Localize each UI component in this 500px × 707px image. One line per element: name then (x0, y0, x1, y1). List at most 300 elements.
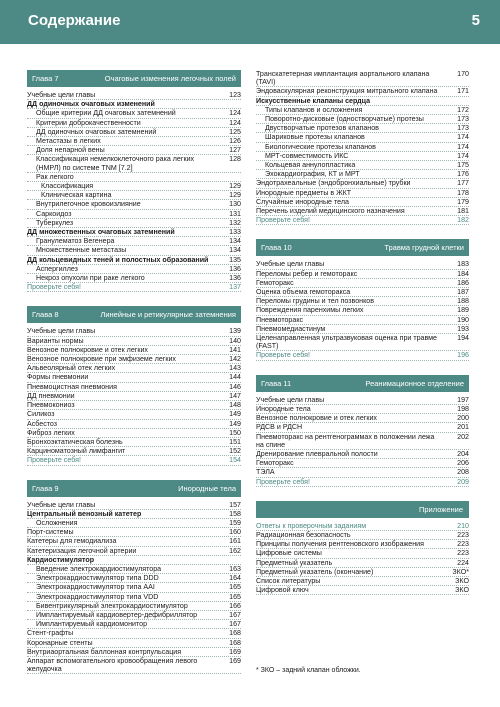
entry-page: 174 (457, 151, 469, 160)
entry-page: 166 (229, 601, 241, 610)
entry-title: ДД одиночных очаговых затемнений (36, 127, 157, 136)
entry-title: Венозное полнокровие при эмфиземе легких (27, 355, 176, 364)
entry-page: 157 (229, 500, 241, 509)
entry-title: Коронарные стенты (27, 638, 93, 647)
entry-title: Катетеры для гемодиализа (27, 537, 117, 546)
toc-section (27, 70, 241, 292)
entry-page: 132 (229, 218, 241, 227)
toc-entry[interactable] (27, 355, 241, 364)
toc-entry[interactable] (27, 346, 241, 355)
entry-title: Переломы грудины и тел позвонков (256, 297, 374, 306)
entry-title: Аспергиллез (36, 264, 78, 273)
toc-entry[interactable] (27, 438, 241, 447)
toc-entry[interactable] (256, 577, 469, 586)
entry-title: Венозное полнокровие и отек легких (256, 414, 377, 423)
entry-title: Транскатетерная имплантация аортального клапана (TAVI) (256, 70, 430, 87)
entry-title: Классификация (41, 182, 94, 191)
entry-page: 210 (457, 521, 469, 530)
entry-title: Клиническая картина (41, 191, 112, 200)
entry-page: 154 (229, 456, 241, 465)
toc-entry[interactable] (27, 583, 241, 592)
entry-title: Эхокардиография, КТ и МРТ (265, 170, 360, 179)
toc-entry[interactable] (27, 611, 241, 620)
entry-title: Типы клапанов и осложнения (265, 105, 363, 114)
review-link[interactable] (256, 216, 469, 225)
entry-title: ДД кольцевидных теней и полостных образований (27, 255, 209, 264)
entry-page: 193 (457, 324, 469, 333)
entry-page: 177 (457, 179, 469, 188)
toc-entry[interactable] (256, 189, 469, 198)
entry-title: Венозное полнокровие и отек легких (27, 345, 148, 354)
chapter-header[interactable] (27, 306, 241, 323)
toc-entry[interactable] (27, 565, 241, 574)
entry-page: 189 (457, 306, 469, 315)
entry-title: Искусственные клапаны сердца (256, 96, 371, 105)
entry-page: 147 (229, 391, 241, 400)
entry-page: 167 (229, 620, 241, 629)
entry-page: 182 (457, 216, 469, 225)
toc-entry[interactable] (27, 256, 241, 265)
entry-page: 144 (229, 373, 241, 382)
entry-title: Гемоторакс (256, 459, 294, 468)
entry-title: Внутриаортальная баллонная контрпульсация (27, 647, 182, 656)
entry-title: Инородные тела (256, 404, 311, 413)
entry-page: 194 (457, 334, 469, 343)
entry-title: Фиброз легких (27, 428, 75, 437)
entry-title: Порт-системы (27, 528, 74, 537)
entry-page: 224 (457, 558, 469, 567)
toc-entry[interactable] (256, 270, 469, 279)
entry-page: 201 (457, 423, 469, 432)
toc-entry[interactable] (256, 179, 469, 188)
toc-entry[interactable] (256, 414, 469, 423)
entry-title: Переломы ребер и гемоторакс (256, 269, 358, 278)
toc-entry[interactable] (256, 124, 469, 133)
chapter-header[interactable] (256, 239, 469, 256)
toc-entry[interactable] (256, 297, 469, 306)
entry-title: Пневмокониоз (27, 401, 75, 410)
toc-section (256, 239, 469, 360)
toc-entry[interactable] (256, 207, 469, 216)
entry-page: 175 (457, 161, 469, 170)
entry-page: 187 (457, 288, 469, 297)
toc-entry[interactable] (27, 219, 241, 228)
toc-entry[interactable] (27, 200, 241, 209)
toc-entry[interactable] (27, 228, 241, 237)
toc-entry[interactable] (256, 559, 469, 568)
toc-right-column (256, 70, 469, 603)
entry-title: Общие критерии ДД очаговых затемнений (36, 109, 176, 118)
entry-page: 190 (457, 315, 469, 324)
toc-section (27, 306, 241, 465)
entry-page: 169 (229, 647, 241, 656)
entry-page: 127 (229, 146, 241, 155)
entry-page: 136 (229, 264, 241, 273)
toc-entry[interactable] (27, 410, 241, 419)
entry-title: Предметный указатель (256, 558, 333, 567)
toc-entry[interactable] (27, 182, 241, 191)
toc-entry[interactable] (27, 519, 241, 528)
page-number: 5 (471, 12, 480, 29)
entry-page: 124 (229, 118, 241, 127)
entry-page: 125 (229, 127, 241, 136)
entry-title: Список литературы (256, 576, 321, 585)
toc-entry[interactable] (256, 405, 469, 414)
toc-entry[interactable] (256, 540, 469, 549)
entry-title: Пневмоторакс (256, 315, 304, 324)
entry-page: 142 (229, 355, 241, 364)
entry-page: 135 (229, 255, 241, 264)
toc-entry[interactable] (256, 115, 469, 124)
entry-page: 150 (229, 428, 241, 437)
entry-page: 173 (457, 124, 469, 133)
entry-page: 137 (229, 283, 241, 292)
entry-page: 174 (457, 142, 469, 151)
entry-page: 131 (229, 209, 241, 218)
chapter-number: Глава 9 (32, 483, 59, 493)
toc-entry[interactable] (27, 528, 241, 537)
entry-page: 209 (457, 477, 469, 486)
entry-title: Альвеолярный отек легких (27, 364, 116, 373)
toc-entry[interactable] (256, 433, 469, 450)
toc-entry[interactable] (27, 109, 241, 118)
entry-page: 148 (229, 401, 241, 410)
toc-section (27, 480, 241, 675)
toc-entry[interactable] (256, 70, 469, 87)
appendix-title: Приложение (419, 504, 463, 514)
chapter-header[interactable] (27, 70, 241, 87)
review-link[interactable] (27, 283, 241, 292)
entry-page: 149 (229, 419, 241, 428)
entry-page: 181 (457, 207, 469, 216)
toc-entry[interactable] (256, 170, 469, 179)
entry-title: РДСВ и РДСН (256, 423, 303, 432)
entry-title: Электрокардиостимулятор типа VDD (36, 592, 159, 601)
toc-entry[interactable] (27, 173, 241, 182)
entry-title: Эндотрахеальные (эндобронхиальные) трубки (256, 179, 411, 188)
toc-entry[interactable] (27, 602, 241, 611)
entry-page: 183 (457, 260, 469, 269)
entry-page: 168 (229, 638, 241, 647)
entry-page: 123 (229, 91, 241, 99)
entry-title: Катетеризация легочной артерии (27, 546, 137, 555)
entry-title: Рак легкого (36, 172, 74, 181)
entry-title: Пневмоторакс на рентгенограммах в положении лежа на спине (256, 432, 435, 449)
toc-entry[interactable] (256, 450, 469, 459)
toc-entry[interactable] (27, 364, 241, 373)
toc-entry[interactable] (27, 100, 241, 109)
entry-title: Центральный венозный катетер (27, 509, 142, 518)
entry-page: 165 (229, 583, 241, 592)
entry-page: 171 (457, 87, 469, 96)
entry-page: 134 (229, 246, 241, 255)
toc-entry[interactable] (27, 119, 241, 128)
toc-entry[interactable] (27, 447, 241, 456)
entry-page: 143 (229, 364, 241, 373)
entry-page: 164 (229, 574, 241, 583)
entry-page: 188 (457, 297, 469, 306)
entry-title: Пневмоцистная пневмония (27, 382, 117, 391)
entry-title: Двустворчатые протезов клапанов (265, 124, 379, 133)
toc-entry[interactable] (256, 468, 469, 477)
toc-section (256, 70, 469, 225)
toc-entry[interactable] (256, 143, 469, 152)
chapter-number: Глава 7 (32, 74, 59, 83)
entry-title: Учебные цели главы (256, 260, 325, 269)
entry-page: 204 (457, 449, 469, 458)
entry-title: ДД одиночных очаговых изменений (27, 100, 155, 109)
chapter-title: Линейные и ретикулярные затемнения (100, 310, 236, 320)
entry-page: 136 (229, 274, 241, 283)
entry-page: 173 (457, 115, 469, 124)
toc-entry[interactable] (256, 316, 469, 325)
entry-page: ЗКО* (452, 567, 469, 576)
toc-entry[interactable] (27, 191, 241, 200)
toc-entry[interactable] (27, 237, 241, 246)
toc-entry[interactable] (256, 549, 469, 558)
entry-page: 162 (229, 546, 241, 555)
toc-entry[interactable] (27, 657, 241, 674)
toc-entry[interactable] (27, 429, 241, 438)
toc-entry[interactable] (27, 401, 241, 410)
toc-entry[interactable] (256, 161, 469, 170)
entry-page: 223 (457, 540, 469, 549)
toc-entry[interactable] (27, 210, 241, 219)
entry-title: Учебные цели главы (27, 91, 96, 99)
toc-entry[interactable] (256, 133, 469, 142)
toc-entry[interactable] (256, 279, 469, 288)
entry-title: Введение электрокардиостимулятора (36, 564, 162, 573)
entry-title: Аппарат вспомогательного кровообращения левого желудочка (27, 656, 198, 674)
toc-entry[interactable] (256, 531, 469, 540)
toc-entry[interactable] (27, 327, 241, 336)
entry-page: 223 (457, 530, 469, 539)
entry-title: Проверьте себя! (256, 216, 310, 225)
entry-page: 165 (229, 592, 241, 601)
entry-title: Учебные цели главы (27, 500, 96, 509)
toc-left-column (27, 70, 241, 682)
toc-entry[interactable] (256, 334, 469, 351)
entry-title: Гранулематоз Вегенера (36, 237, 115, 246)
entry-title: Метастазы в легких (36, 137, 101, 146)
toc-entry[interactable] (256, 152, 469, 161)
toc-entry[interactable] (256, 87, 469, 96)
toc-entry[interactable] (256, 423, 469, 432)
toc-entry[interactable] (27, 91, 241, 100)
toc-entry[interactable] (256, 568, 469, 577)
entry-title: Бивентрикулярный электрокардиостимулятор (36, 601, 188, 610)
chapter-title: Очаговые изменения легочных полей (104, 74, 236, 83)
toc-entry[interactable] (27, 265, 241, 274)
entry-page: ЗКО (455, 576, 469, 585)
review-link[interactable] (256, 522, 469, 531)
review-link[interactable] (27, 456, 241, 465)
toc-entry[interactable] (256, 260, 469, 269)
entry-title: Стент-графты (27, 629, 74, 638)
toc-entry[interactable] (27, 373, 241, 382)
footnote: * ЗКО – задний клапан обложки. (256, 667, 361, 674)
toc-entry[interactable] (27, 246, 241, 255)
entry-title: Принципы получения рентгеновского изображения (256, 540, 424, 549)
entry-title: МРТ-совместимость ИКС (265, 151, 349, 160)
entry-page: 126 (229, 137, 241, 146)
entry-title: Критерии доброкачественности (36, 118, 141, 127)
entry-title: Туберкулез (36, 218, 74, 227)
toc-entry[interactable] (27, 510, 241, 519)
entry-title: Осложнения (36, 518, 78, 527)
toc-entry[interactable] (27, 648, 241, 657)
toc-entry[interactable] (27, 383, 241, 392)
entry-title: Кардиостимулятор (27, 555, 95, 564)
entry-title: Оценка объема гемоторакса (256, 288, 351, 297)
entry-page: 158 (229, 509, 241, 518)
toc-entry[interactable] (256, 306, 469, 315)
entry-title: Проверьте себя! (256, 477, 310, 486)
toc-entry[interactable] (27, 629, 241, 638)
entry-page: 178 (457, 188, 469, 197)
chapter-number: Глава 11 (261, 378, 292, 388)
toc-entry[interactable] (27, 620, 241, 629)
chapter-title: Инородные тела (178, 483, 236, 493)
entry-title: Внутрилегочное кровоизлияние (36, 200, 141, 209)
entry-title: Карциноматозный лимфангит (27, 447, 126, 456)
toc-entry[interactable] (27, 337, 241, 346)
chapter-title: Травма грудной клетки (384, 243, 464, 253)
toc-entry[interactable] (27, 392, 241, 401)
page-header (0, 0, 500, 44)
entry-title: Проверьте себя! (27, 456, 81, 465)
review-link[interactable] (256, 351, 469, 360)
entry-title: ДД множественных очаговых затемнений (27, 228, 175, 237)
entry-page: 172 (457, 105, 469, 114)
entry-title: Целенаправленная ультразвуковая оценка при травме (FAST) (256, 334, 437, 351)
entry-page: 160 (229, 528, 241, 537)
chapter-header[interactable] (256, 375, 469, 392)
entry-page: 174 (457, 133, 469, 142)
entry-title: Поворотно-дисковые (одностворчатые) протезы (265, 115, 424, 124)
entry-page: 206 (457, 459, 469, 468)
toc-entry[interactable] (27, 537, 241, 546)
entry-title: Дренирование плевральной полости (256, 449, 378, 458)
entry-page (219, 556, 241, 564)
entry-page: 200 (457, 414, 469, 423)
entry-page: 130 (229, 200, 241, 209)
entry-title: Эндоваскулярная реконструкция митрального клапана (256, 87, 438, 96)
chapter-header[interactable] (27, 480, 241, 497)
entry-title: Предметный указатель (окончание) (256, 567, 374, 576)
toc-entry[interactable] (27, 556, 241, 565)
entry-title: Имплантируемый кардиовертер-дефибриллятор (36, 610, 198, 619)
appendix-header (256, 501, 469, 518)
toc-entry[interactable] (256, 586, 469, 595)
toc-entry[interactable] (27, 128, 241, 137)
entry-title: Классификация немелкоклеточного рака легких (НМРЛ) по системе TNM [7.2] (36, 155, 195, 172)
entry-title: Варианты нормы (27, 336, 84, 345)
chapter-number: Глава 8 (32, 310, 59, 320)
review-link[interactable] (256, 478, 469, 487)
toc-entry[interactable] (27, 547, 241, 556)
entry-page: 184 (457, 269, 469, 278)
toc-entry[interactable] (27, 420, 241, 429)
entry-page: 223 (457, 549, 469, 558)
entry-title: Учебные цели главы (256, 395, 325, 404)
entry-page: 129 (229, 182, 241, 191)
toc-entry[interactable] (256, 288, 469, 297)
toc-entry[interactable] (256, 198, 469, 207)
toc-entry[interactable] (27, 574, 241, 583)
entry-page: 208 (457, 468, 469, 477)
chapter-number: Глава 10 (261, 243, 292, 253)
toc-entry[interactable] (27, 155, 241, 172)
toc-entry[interactable] (256, 325, 469, 334)
entry-page: 163 (229, 564, 241, 573)
toc-entry[interactable] (27, 274, 241, 283)
entry-title: Случайные инородные тела (256, 197, 349, 206)
entry-page: 129 (229, 191, 241, 200)
entry-title: Силикоз (27, 410, 55, 419)
entry-title: Повреждения паренхимы легких (256, 306, 364, 315)
entry-page (447, 97, 469, 105)
entry-page: ЗКО (455, 586, 469, 595)
entry-page (219, 173, 241, 181)
entry-title: Асбестоз (27, 419, 58, 428)
entry-page: 197 (457, 395, 469, 404)
toc-entry[interactable] (27, 137, 241, 146)
toc-entry[interactable] (27, 146, 241, 155)
toc-entry[interactable] (27, 593, 241, 602)
entry-title: Инородные предметы в ЖКТ (256, 188, 352, 197)
toc-entry[interactable] (27, 501, 241, 510)
toc-entry[interactable] (256, 396, 469, 405)
page-title: Содержание (28, 12, 121, 29)
entry-title: ДД пневмонии (27, 391, 75, 400)
entry-title: Имплантируемый кардиомонитор (36, 620, 148, 629)
entry-page: 159 (229, 518, 241, 527)
entry-title: Проверьте себя! (27, 283, 81, 292)
toc-entry[interactable] (256, 106, 469, 115)
entry-title: Саркоидоз (36, 209, 72, 218)
entry-page: 196 (457, 351, 469, 360)
entry-page: 202 (457, 432, 469, 441)
entry-title: Проверьте себя! (256, 351, 310, 360)
entry-page (219, 100, 241, 108)
toc-entry[interactable] (256, 459, 469, 468)
entry-page: 170 (457, 70, 469, 78)
entry-page: 133 (229, 228, 241, 237)
entry-title: Некроз опухоли при раке легкого (36, 274, 145, 283)
toc-entry[interactable] (27, 639, 241, 648)
toc-section (256, 375, 469, 487)
entry-page: 134 (229, 237, 241, 246)
entry-page: 198 (457, 404, 469, 413)
toc-entry[interactable] (256, 97, 469, 106)
entry-page: 141 (229, 345, 241, 354)
entry-page: 167 (229, 610, 241, 619)
entry-title: Ответы к проверочным заданиям (256, 521, 367, 530)
entry-title: Цифровой ключ (256, 586, 309, 595)
entry-page: 168 (229, 629, 241, 638)
entry-page: 161 (229, 537, 241, 546)
entry-title: Формы пневмонии (27, 373, 89, 382)
entry-title: Гемоторакс (256, 278, 294, 287)
entry-title: Электрокардиостимулятор типа DDD (36, 574, 159, 583)
entry-title: Шариковые протезы клапанов (265, 133, 365, 142)
entry-page: 176 (457, 170, 469, 179)
entry-title: Радиационная безопасность (256, 530, 351, 539)
entry-page: 140 (229, 336, 241, 345)
entry-title: ТЭЛА (256, 468, 275, 477)
entry-title: Учебные цели главы (27, 327, 96, 336)
